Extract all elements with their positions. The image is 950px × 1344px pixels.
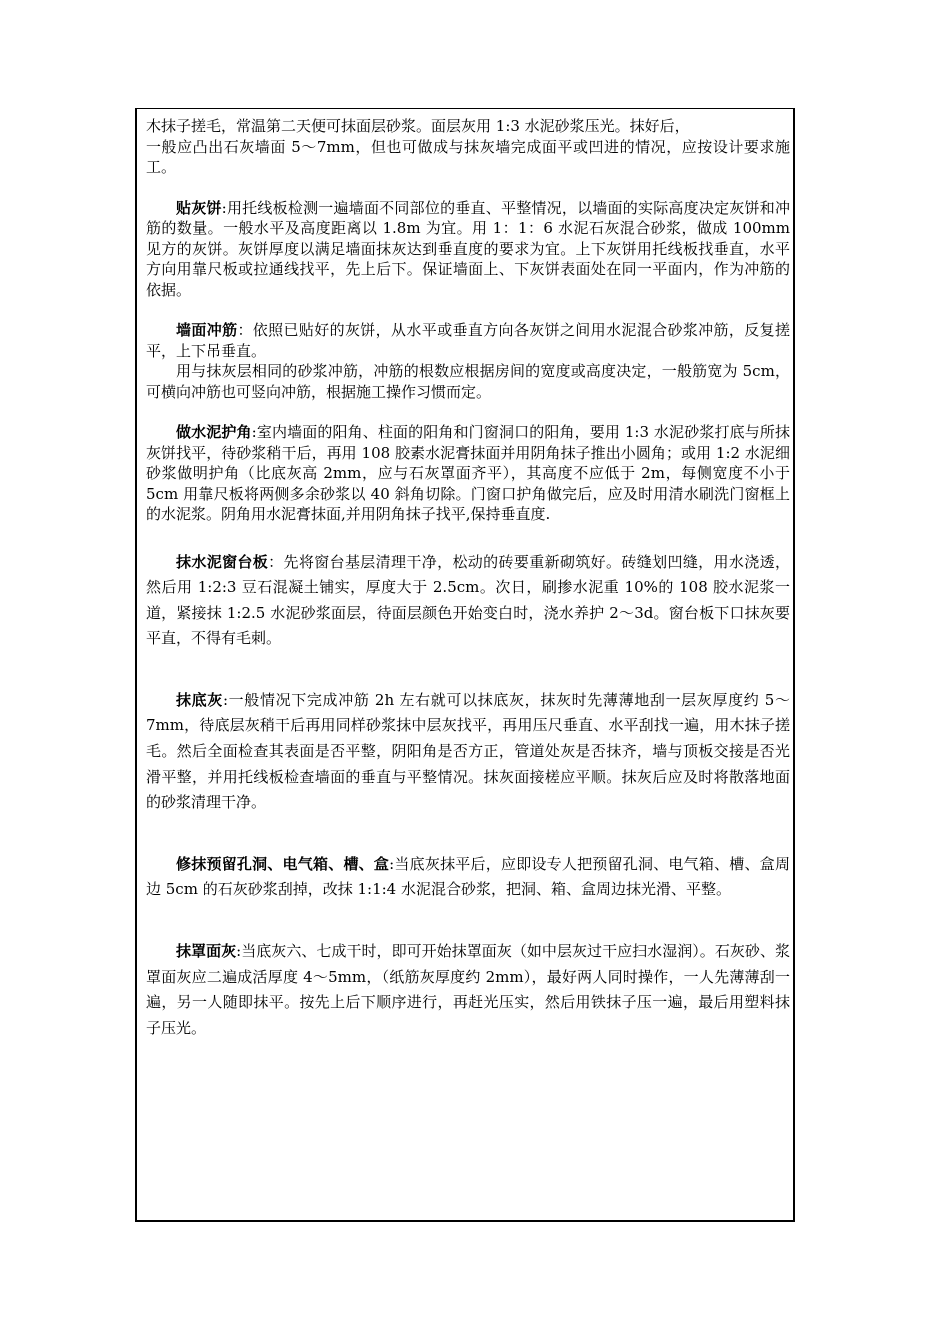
body-qiangmian-chongjin: 依照已贴好的灰饼，从水平或垂直方向各灰饼之间用水泥混合砂浆冲筋，反复搓平，上下吊垂直。 (146, 321, 790, 360)
heading-qiangmian-chongjin: 墙面冲筋 (176, 321, 238, 339)
body-tie-huibing: 用托线板检测一遍墙面不同部位的垂直、平整情况，以墙面的实际高度决定灰饼和冲筋的数量。一般水平及高度距离以 1.8m 为宜。用 1：1：6 水泥石灰混合砂浆，做成 100mm 见方的灰饼。灰饼厚度以满足墙面抹灰达到垂直度的要求为宜。上下灰饼用托线板找垂直，水平方向用靠尺板或拉通线找平，先上后下。保证墙面上、下灰饼表面处在同一平面内，作为冲筋的依据。 (146, 198, 790, 299)
body-mo-dihui: 一般情况下完成冲筋 2h 左右就可以抹底灰，抹灰时先薄薄地刮一层灰厚度约 5～7mm，待底层灰稍干后再用同样砂浆抹中层灰找平，再用压尺垂直、水平刮找一遍，用木抹子搓毛。然后全面检查其表面是否平整，阴阳角是否方正，管道处灰是否抹齐，墙与顶板交接是否光滑平整，并用托线板检查墙面的垂直与平整情况。抹灰面接槎应平顺。抹灰后应及时将散落地面的砂浆清理干净。 (146, 690, 790, 812)
document-body (146, 116, 790, 1041)
heading-mo-dihui: 抹底灰 (176, 690, 223, 709)
body-shuini-hujiao: 室内墙面的阳角、柱面的阳角和门窗洞口的阳角，要用 1:3 水泥砂浆打底与所抹灰饼找平，待砂浆稍干后，再用 108 胶素水泥膏抹面并用阴角抹子推出小圆角；或用 1:2 水泥细砂浆做明护角（比底灰高 2mm，应与石灰罩面齐平），其高度不应低于 2m，每侧宽度不小于 5cm 用靠尺板将两侧多余砂浆以 40 斜角切除。门窗口护角做完后，应及时用清水刷洗门窗框上的水泥浆。阴角用水泥膏抹面,并用阴角抹子找平,保持垂直度. (146, 423, 790, 523)
paragraph-chuangtai-ban: 抹水泥窗台板：先将窗台基层清理干净，松动的砖要重新砌筑好。砖缝划凹缝，用水浇透，然后用 1:2:3 豆石混凝土铺实，厚度大于 2.5cm。次日，刷掺水泥重 10%的 108 胶水泥浆一道，紧接抹 1:2.5 水泥砂浆面层，待面层颜色开始变白时，浇水养护 2～3d。窗台板下口抹灰要平直，不得有毛刺。 (146, 552, 790, 648)
heading-shuini-hujiao: 做水泥护角 (176, 423, 252, 441)
paragraph-zhaomian-hui: 抹罩面灰:当底灰六、七成干时，即可开始抹罩面灰（如中层灰过干应扫水湿润）。石灰砂、浆罩面灰应二遍成活厚度 4～5mm，（纸筋灰厚度约 2mm），最好两人同时操作，一人先薄薄刮一遍，另一人随即抹平。按先上后下顺序进行，再赶光压实，然后用铁抹子压一遍，最后用塑料抹子压光。 (146, 942, 790, 1037)
body-yuliu-kongdong: 当底灰抹平后，应即设专人把预留孔洞、电气箱、槽、盒周边 5cm 的石灰砂浆刮掉，改抹 1:1:4 水泥混合砂浆，把洞、箱、盒周边抹光滑、平整。 (146, 854, 790, 899)
paragraph-tie-huibing: 贴灰饼:用托线板检测一遍墙面不同部位的垂直、平整情况，以墙面的实际高度决定灰饼和冲筋的数量。一般水平及高度距离以 1.8m 为宜。用 1：1：6 水泥石灰混合砂浆，做成 100mm 见方的灰饼。灰饼厚度以满足墙面抹灰达到垂直度的要求为宜。上下灰饼用托线板找垂直，水平方向用靠尺板或拉通线找平，先上后下。保证墙面上、下灰饼表面处在同一平面内，作为冲筋的依据。 (146, 198, 790, 299)
paragraph-mo-dihui: 抹底灰:一般情况下完成冲筋 2h 左右就可以抹底灰，抹灰时先薄薄地刮一层灰厚度约 5～7mm，待底层灰稍干后再用同样砂浆抹中层灰找平，再用压尺垂直、水平刮找一遍，用木抹子搓毛。然后全面检查其表面是否平整，阴阳角是否方正，管道处灰是否抹齐，墙与顶板交接是否光滑平整，并用托线板检查墙面的垂直与平整情况。抹灰面接槎应平顺。抹灰后应及时将散落地面的砂浆清理干净。 (146, 690, 790, 812)
paragraph-yuliu-kongdong: 修抹预留孔洞、电气箱、槽、盒:当底灰抹平后，应即设专人把预留孔洞、电气箱、槽、盒周边 5cm 的石灰砂浆刮掉，改抹 1:1:4 水泥混合砂浆，把洞、箱、盒周边抹光滑、平整。 (146, 854, 790, 899)
intro-line-1: 木抹子搓毛，常温第二天便可抹面层砂浆。面层灰用 1:3 水泥砂浆压光。抹好后， (146, 117, 690, 135)
heading-yuliu-kongdong: 修抹预留孔洞、电气箱、槽、盒 (176, 854, 390, 873)
body-zhaomian-hui: 当底灰六、七成干时，即可开始抹罩面灰（如中层灰过干应扫水湿润）。石灰砂、浆罩面灰应二遍成活厚度 4～5mm，（纸筋灰厚度约 2mm），最好两人同时操作，一人先薄薄刮一遍，另一人随即抹平。按先上后下顺序进行，再赶光压实，然后用铁抹子压一遍，最后用塑料抹子压光。 (146, 942, 790, 1037)
heading-chuangtai-ban: 抹水泥窗台板 (176, 552, 269, 571)
body-chuangtai-ban: 先将窗台基层清理干净，松动的砖要重新砌筑好。砖缝划凹缝，用水浇透，然后用 1:2:3 豆石混凝土铺实，厚度大于 2.5cm。次日，刷掺水泥重 10%的 108 胶水泥浆一道，紧接抹 1:2.5 水泥砂浆面层，待面层颜色开始变白时，浇水养护 2～3d。窗台板下口抹灰要平直，不得有毛刺。 (146, 552, 790, 648)
paragraph-shuini-hujiao: 做水泥护角:室内墙面的阳角、柱面的阳角和门窗洞口的阳角，要用 1:3 水泥砂浆打底与所抹灰饼找平，待砂浆稍干后，再用 108 胶素水泥膏抹面并用阴角抹子推出小圆角；或用 1:2 水泥细砂浆做明护角（比底灰高 2mm，应与石灰罩面齐平），其高度不应低于 2m，每侧宽度不小于 5cm 用靠尺板将两侧多余砂浆以 40 斜角切除。门窗口护角做完后，应及时用清水刷洗门窗框上的水泥浆。阴角用水泥膏抹面,并用阴角抹子找平,保持垂直度. (146, 423, 790, 523)
intro-line-2: 一般应凸出石灰墙面 5～7mm，但也可做成与抹灰墙完成面平或凹进的情况，应按设计要求施工。 (146, 137, 790, 176)
paragraph-qiangmian-chongjin: 墙面冲筋：依照已贴好的灰饼，从水平或垂直方向各灰饼之间用水泥混合砂浆冲筋，反复搓平，上下吊垂直。 (146, 321, 790, 360)
heading-zhaomian-hui: 抹罩面灰 (176, 942, 237, 961)
paragraph-chongjin-extra: 用与抹灰层相同的砂浆冲筋，冲筋的根数应根据房间的宽度或高度决定，一般筋宽为 5cm，可横向冲筋也可竖向冲筋，根据施工操作习惯而定。 (146, 362, 790, 401)
heading-tie-huibing: 贴灰饼 (176, 198, 222, 217)
